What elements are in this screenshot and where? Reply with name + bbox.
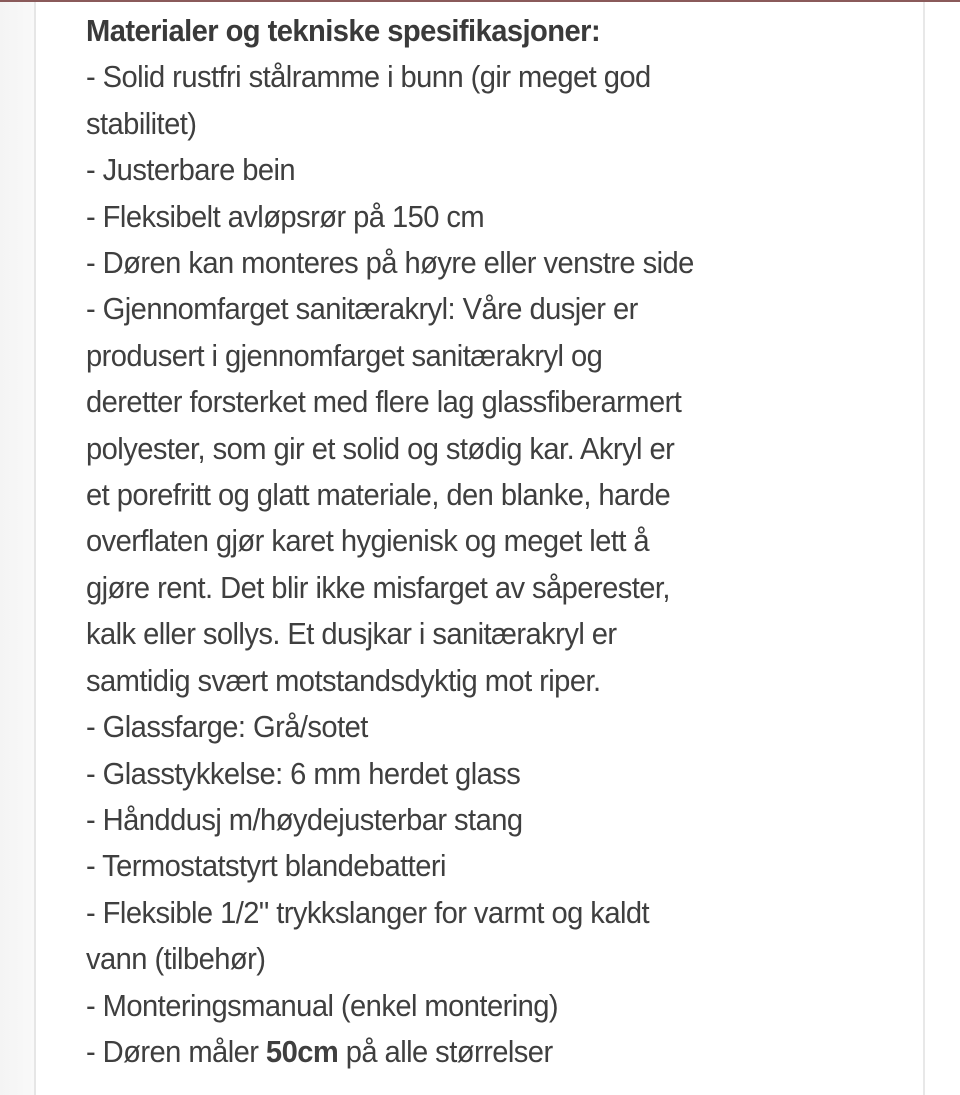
- spec-line: - Monteringsmanual (enkel montering): [86, 987, 559, 1023]
- spec-line: - Døren kan monteres på høyre eller venstre side: [86, 245, 694, 281]
- spec-line: samtidig svært motstandsdyktig mot riper.: [86, 662, 601, 698]
- spec-line: - Fleksibelt avløpsrør på 150 cm: [86, 198, 485, 234]
- door-size-prefix: - Døren måler: [86, 1033, 266, 1069]
- spec-line: produsert i gjennomfarget sanitærakryl og: [86, 337, 603, 373]
- spec-line: polyester, som gir et solid og stødig kar. Akryl er: [86, 430, 675, 466]
- spec-line: - Glasstykkelse: 6 mm herdet glass: [86, 755, 521, 791]
- spec-line: kalk eller sollys. Et dusjkar i sanitærakryl er: [86, 616, 617, 652]
- spec-line-door-size: [86, 1029, 866, 1075]
- spec-line: - Gjennomfarget sanitærakryl: Våre dusjer er: [86, 291, 638, 327]
- right-border: [923, 2, 925, 1095]
- spec-line: et porefritt og glatt materiale, den blanke, harde: [86, 477, 671, 513]
- spec-line: - Justerbare bein: [86, 152, 296, 188]
- spec-line: gjøre rent. Det blir ikke misfarget av såperester,: [86, 569, 670, 605]
- spec-line: - Hånddusj m/høydejusterbar stang: [86, 801, 523, 837]
- left-border: [34, 2, 36, 1095]
- door-size-value: 50cm: [265, 1033, 339, 1069]
- spec-line: - Fleksible 1/2" trykkslanger for varmt og kaldt: [86, 894, 650, 930]
- door-size-suffix: på alle størrelser: [338, 1033, 553, 1069]
- spec-line: - Solid rustfri stålramme i bunn (gir meget god: [86, 59, 651, 95]
- spec-heading: Materialer og tekniske spesifikasjoner:: [86, 13, 601, 48]
- spec-line: deretter forsterket med flere lag glassfiberarmert: [86, 384, 682, 420]
- spec-line: overflaten gjør karet hygienisk og meget lett å: [86, 523, 650, 559]
- spec-line: - Termostatstyrt blandebatteri: [86, 848, 446, 884]
- spec-line: stabilitet): [86, 105, 197, 141]
- top-border: [0, 0, 960, 2]
- spec-line: - Glassfarge: Grå/sotet: [86, 709, 368, 745]
- left-gutter: [0, 2, 34, 1095]
- product-specifications: [86, 8, 916, 1075]
- spec-line: vann (tilbehør): [86, 941, 266, 977]
